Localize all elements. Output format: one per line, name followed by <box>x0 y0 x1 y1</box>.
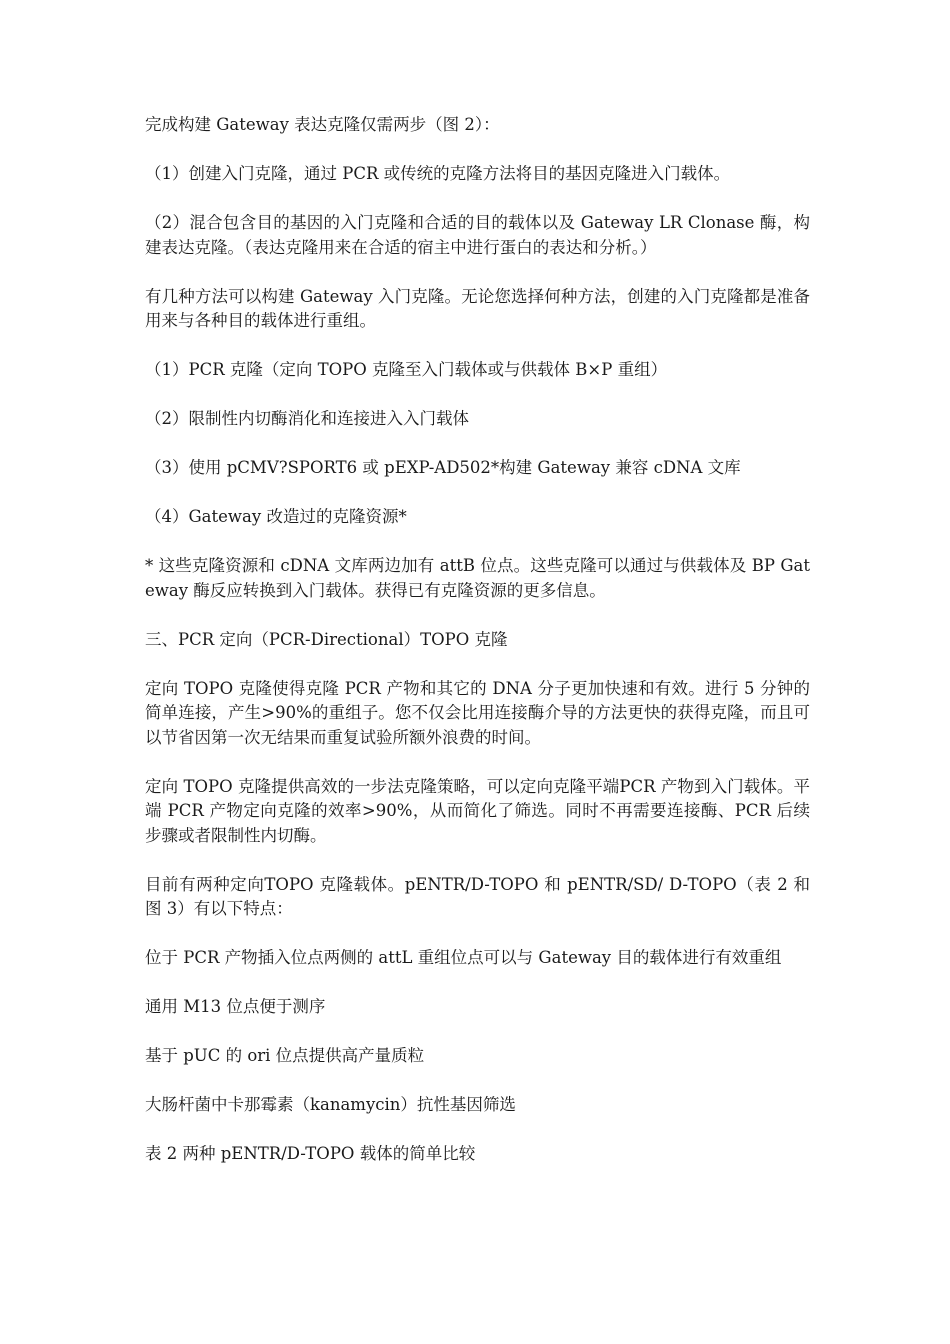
document-body <box>145 113 810 1191</box>
paragraph-topo-intro: 定向 TOPO 克隆使得克隆 PCR 产物和其它的 DNA 分子更加快速和有效。进行 5 分钟的简单连接，产生>90%的重组子。您不仅会比用连接酶介导的方法更快的获得克隆，而且可以节省因第一次无结果而重复试验所额外浪费的时间。 <box>145 678 810 747</box>
paragraph-vectors: 目前有两种定向TOPO 克隆载体。pENTR/D-TOPO 和 pENTR/SD/ D-TOPO（表 2 和图 3）有以下特点： <box>145 874 810 918</box>
list-item-feature-puc: 基于 pUC 的 ori 位点提供高产量质粒 <box>145 1046 425 1065</box>
list-item-feature-attl: 位于 PCR 产物插入位点两侧的 attL 重组位点可以与 Gateway 目的载体进行有效重组 <box>145 948 782 967</box>
list-item-method-4: （4）Gateway 改造过的克隆资源* <box>145 507 407 526</box>
section-heading: 三、PCR 定向（PCR-Directional）TOPO 克隆 <box>145 629 508 649</box>
list-item-method-2: （2）限制性内切酶消化和连接进入入门载体 <box>145 409 469 428</box>
list-item-feature-m13: 通用 M13 位点便于测序 <box>145 997 326 1016</box>
paragraph-topo-strategy: 定向 TOPO 克隆提供高效的一步法克隆策略，可以定向克隆平端PCR 产物到入门载体。平端 PCR 产物定向克隆的效率>90%，从而简化了筛选。同时不再需要连接酶、PCR 后续步骤或者限制性内切酶。 <box>145 776 810 845</box>
list-item-method-1: （1）PCR 克隆（定向 TOPO 克隆至入门载体或与供载体 B×P 重组） <box>145 360 668 379</box>
paragraph-step-2: （2）混合包含目的基因的入门克隆和合适的目的载体以及 Gateway LR Clonase 酶，构建表达克隆。（表达克隆用来在合适的宿主中进行蛋白的表达和分析。） <box>145 213 810 257</box>
list-item-method-3: （3）使用 pCMV?SPORT6 或 pEXP-AD502*构建 Gateway 兼容 cDNA 文库 <box>145 458 741 477</box>
paragraph-intro: 完成构建 Gateway 表达克隆仅需两步（图 2）： <box>145 115 500 134</box>
list-item-feature-kanamycin: 大肠杆菌中卡那霉素（kanamycin）抗性基因筛选 <box>145 1095 516 1114</box>
paragraph-entry-methods: 有几种方法可以构建 Gateway 入门克隆。无论您选择何种方法，创建的入门克隆都是准备用来与各种目的载体进行重组。 <box>145 286 810 330</box>
paragraph-footnote: * 这些克隆资源和 cDNA 文库两边加有 attB 位点。这些克隆可以通过与供载体及 BP Gateway 酶反应转换到入门载体。获得已有克隆资源的更多信息。 <box>145 556 810 600</box>
paragraph-step-1: （1）创建入门克隆，通过 PCR 或传统的克隆方法将目的基因克隆进入门载体。 <box>145 164 731 183</box>
table-caption: 表 2 两种 pENTR/D-TOPO 载体的简单比较 <box>145 1144 476 1163</box>
